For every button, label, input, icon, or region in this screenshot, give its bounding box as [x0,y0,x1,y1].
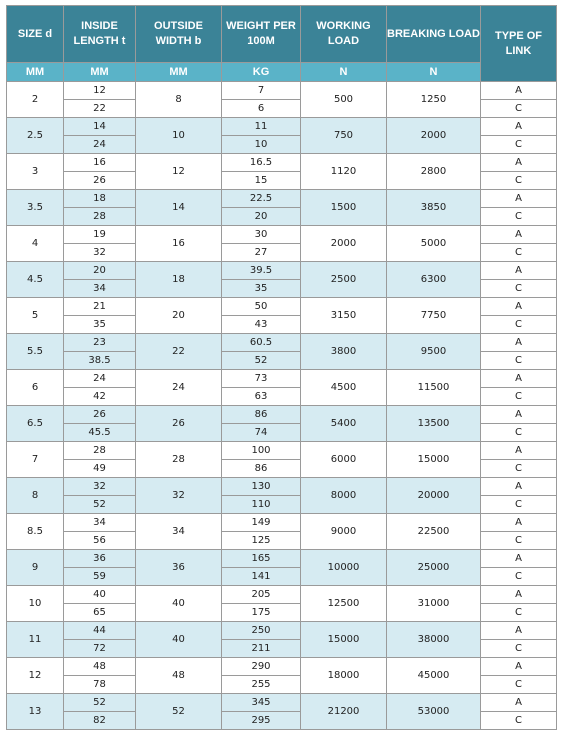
unit-row [7,63,557,82]
size-cell: 6.5 [7,406,64,442]
inside-length-cell: 26 [64,172,136,190]
table-row [7,658,557,676]
working-load-cell: 8000 [301,478,387,514]
outside-width-cell: 52 [136,694,222,730]
inside-length-cell: 12 [64,82,136,100]
link-type-cell: C [481,316,557,334]
breaking-load-cell: 20000 [387,478,481,514]
weight-cell: 10 [222,136,301,154]
outside-width-cell: 20 [136,298,222,334]
table-row [7,586,557,604]
working-load-cell: 5400 [301,406,387,442]
weight-cell: 30 [222,226,301,244]
breaking-load-cell: 6300 [387,262,481,298]
inside-length-cell: 19 [64,226,136,244]
header-type-of-link: TYPE OF LINK [481,6,557,82]
table-row [7,622,557,640]
weight-cell: 74 [222,424,301,442]
link-type-cell: A [481,370,557,388]
link-type-cell: C [481,136,557,154]
size-cell: 3 [7,154,64,190]
weight-cell: 60.5 [222,334,301,352]
working-load-cell: 1500 [301,190,387,226]
weight-cell: 6 [222,100,301,118]
link-type-cell: A [481,658,557,676]
unit-weight: KG [222,63,301,82]
inside-length-cell: 21 [64,298,136,316]
outside-width-cell: 18 [136,262,222,298]
inside-length-cell: 16 [64,154,136,172]
table-row [7,334,557,352]
link-type-cell: A [481,154,557,172]
breaking-load-cell: 9500 [387,334,481,370]
inside-length-cell: 35 [64,316,136,334]
breaking-load-cell: 5000 [387,226,481,262]
link-type-cell: A [481,406,557,424]
breaking-load-cell: 2800 [387,154,481,190]
inside-length-cell: 32 [64,478,136,496]
size-cell: 12 [7,658,64,694]
breaking-load-cell: 22500 [387,514,481,550]
link-type-cell: A [481,118,557,136]
inside-length-cell: 24 [64,370,136,388]
size-cell: 5 [7,298,64,334]
table-row [7,262,557,280]
size-cell: 2 [7,82,64,118]
inside-length-cell: 18 [64,190,136,208]
inside-length-cell: 26 [64,406,136,424]
inside-length-cell: 65 [64,604,136,622]
outside-width-cell: 40 [136,622,222,658]
table-row [7,442,557,460]
weight-cell: 7 [222,82,301,100]
weight-cell: 290 [222,658,301,676]
working-load-cell: 10000 [301,550,387,586]
size-cell: 5.5 [7,334,64,370]
outside-width-cell: 24 [136,370,222,406]
link-type-cell: A [481,514,557,532]
link-type-cell: A [481,550,557,568]
link-type-cell: C [481,460,557,478]
link-type-cell: A [481,586,557,604]
header-weight: WEIGHT PER 100M [222,6,301,63]
table-row [7,370,557,388]
weight-cell: 295 [222,712,301,730]
outside-width-cell: 34 [136,514,222,550]
link-type-cell: C [481,712,557,730]
weight-cell: 86 [222,406,301,424]
weight-cell: 15 [222,172,301,190]
size-cell: 4.5 [7,262,64,298]
weight-cell: 50 [222,298,301,316]
inside-length-cell: 36 [64,550,136,568]
weight-cell: 205 [222,586,301,604]
inside-length-cell: 40 [64,586,136,604]
working-load-cell: 3800 [301,334,387,370]
weight-cell: 43 [222,316,301,334]
outside-width-cell: 8 [136,82,222,118]
inside-length-cell: 23 [64,334,136,352]
weight-cell: 16.5 [222,154,301,172]
unit-outside-width: MM [136,63,222,82]
outside-width-cell: 16 [136,226,222,262]
outside-width-cell: 10 [136,118,222,154]
link-type-cell: A [481,478,557,496]
inside-length-cell: 52 [64,496,136,514]
weight-cell: 175 [222,604,301,622]
link-type-cell: A [481,262,557,280]
weight-cell: 35 [222,280,301,298]
table-row [7,154,557,172]
link-type-cell: C [481,280,557,298]
link-type-cell: C [481,352,557,370]
outside-width-cell: 14 [136,190,222,226]
inside-length-cell: 82 [64,712,136,730]
inside-length-cell: 28 [64,442,136,460]
weight-cell: 141 [222,568,301,586]
link-type-cell: A [481,442,557,460]
inside-length-cell: 44 [64,622,136,640]
link-type-cell: C [481,496,557,514]
header-inside-length: INSIDE LENGTH t [64,6,136,63]
working-load-cell: 750 [301,118,387,154]
outside-width-cell: 48 [136,658,222,694]
size-cell: 4 [7,226,64,262]
link-type-cell: C [481,676,557,694]
weight-cell: 86 [222,460,301,478]
weight-cell: 27 [222,244,301,262]
outside-width-cell: 32 [136,478,222,514]
table-row [7,298,557,316]
working-load-cell: 500 [301,82,387,118]
link-type-cell: C [481,100,557,118]
working-load-cell: 3150 [301,298,387,334]
size-cell: 6 [7,370,64,406]
working-load-cell: 1120 [301,154,387,190]
header-size: SIZE d [7,6,64,63]
unit-breaking-load: N [387,63,481,82]
link-type-cell: C [481,172,557,190]
table-body [7,82,557,730]
breaking-load-cell: 13500 [387,406,481,442]
link-type-cell: C [481,568,557,586]
weight-cell: 165 [222,550,301,568]
weight-cell: 73 [222,370,301,388]
inside-length-cell: 14 [64,118,136,136]
header-breaking-load: BREAKING LOAD [387,6,481,63]
inside-length-cell: 45.5 [64,424,136,442]
breaking-load-cell: 15000 [387,442,481,478]
link-type-cell: A [481,694,557,712]
breaking-load-cell: 7750 [387,298,481,334]
table-row [7,118,557,136]
table-row [7,406,557,424]
weight-cell: 39.5 [222,262,301,280]
header-outside-width: OUTSIDE WIDTH b [136,6,222,63]
size-cell: 13 [7,694,64,730]
weight-cell: 125 [222,532,301,550]
breaking-load-cell: 45000 [387,658,481,694]
working-load-cell: 21200 [301,694,387,730]
link-type-cell: C [481,388,557,406]
breaking-load-cell: 1250 [387,82,481,118]
table-row [7,514,557,532]
inside-length-cell: 22 [64,100,136,118]
outside-width-cell: 36 [136,550,222,586]
outside-width-cell: 28 [136,442,222,478]
inside-length-cell: 28 [64,208,136,226]
inside-length-cell: 42 [64,388,136,406]
unit-size: MM [7,63,64,82]
working-load-cell: 2500 [301,262,387,298]
link-type-cell: C [481,208,557,226]
table-row [7,694,557,712]
inside-length-cell: 34 [64,514,136,532]
breaking-load-cell: 38000 [387,622,481,658]
link-type-cell: A [481,334,557,352]
weight-cell: 345 [222,694,301,712]
inside-length-cell: 32 [64,244,136,262]
breaking-load-cell: 53000 [387,694,481,730]
inside-length-cell: 78 [64,676,136,694]
unit-working-load: N [301,63,387,82]
link-type-cell: A [481,298,557,316]
working-load-cell: 6000 [301,442,387,478]
weight-cell: 250 [222,622,301,640]
size-cell: 3.5 [7,190,64,226]
weight-cell: 130 [222,478,301,496]
weight-cell: 110 [222,496,301,514]
outside-width-cell: 12 [136,154,222,190]
weight-cell: 52 [222,352,301,370]
header-working-load: WORKING LOAD [301,6,387,63]
link-type-cell: C [481,532,557,550]
inside-length-cell: 24 [64,136,136,154]
weight-cell: 211 [222,640,301,658]
link-type-cell: A [481,622,557,640]
working-load-cell: 4500 [301,370,387,406]
size-cell: 10 [7,586,64,622]
inside-length-cell: 56 [64,532,136,550]
breaking-load-cell: 3850 [387,190,481,226]
link-type-cell: A [481,226,557,244]
inside-length-cell: 48 [64,658,136,676]
header-row [7,6,557,63]
size-cell: 7 [7,442,64,478]
size-cell: 8 [7,478,64,514]
breaking-load-cell: 2000 [387,118,481,154]
inside-length-cell: 38.5 [64,352,136,370]
table-row [7,190,557,208]
table-row [7,478,557,496]
size-cell: 9 [7,550,64,586]
link-type-cell: C [481,244,557,262]
size-cell: 2.5 [7,118,64,154]
link-type-cell: A [481,190,557,208]
link-type-cell: A [481,82,557,100]
inside-length-cell: 20 [64,262,136,280]
link-type-cell: C [481,604,557,622]
link-type-cell: C [481,640,557,658]
working-load-cell: 2000 [301,226,387,262]
weight-cell: 11 [222,118,301,136]
inside-length-cell: 49 [64,460,136,478]
inside-length-cell: 52 [64,694,136,712]
table-row [7,550,557,568]
table-row [7,82,557,100]
breaking-load-cell: 25000 [387,550,481,586]
breaking-load-cell: 31000 [387,586,481,622]
working-load-cell: 18000 [301,658,387,694]
inside-length-cell: 59 [64,568,136,586]
weight-cell: 20 [222,208,301,226]
outside-width-cell: 26 [136,406,222,442]
weight-cell: 63 [222,388,301,406]
link-type-cell: C [481,424,557,442]
working-load-cell: 15000 [301,622,387,658]
inside-length-cell: 72 [64,640,136,658]
chain-spec-table [6,5,557,730]
weight-cell: 255 [222,676,301,694]
outside-width-cell: 22 [136,334,222,370]
working-load-cell: 12500 [301,586,387,622]
breaking-load-cell: 11500 [387,370,481,406]
unit-inside-length: MM [64,63,136,82]
outside-width-cell: 40 [136,586,222,622]
table-row [7,226,557,244]
working-load-cell: 9000 [301,514,387,550]
weight-cell: 100 [222,442,301,460]
weight-cell: 22.5 [222,190,301,208]
weight-cell: 149 [222,514,301,532]
inside-length-cell: 34 [64,280,136,298]
size-cell: 11 [7,622,64,658]
size-cell: 8.5 [7,514,64,550]
